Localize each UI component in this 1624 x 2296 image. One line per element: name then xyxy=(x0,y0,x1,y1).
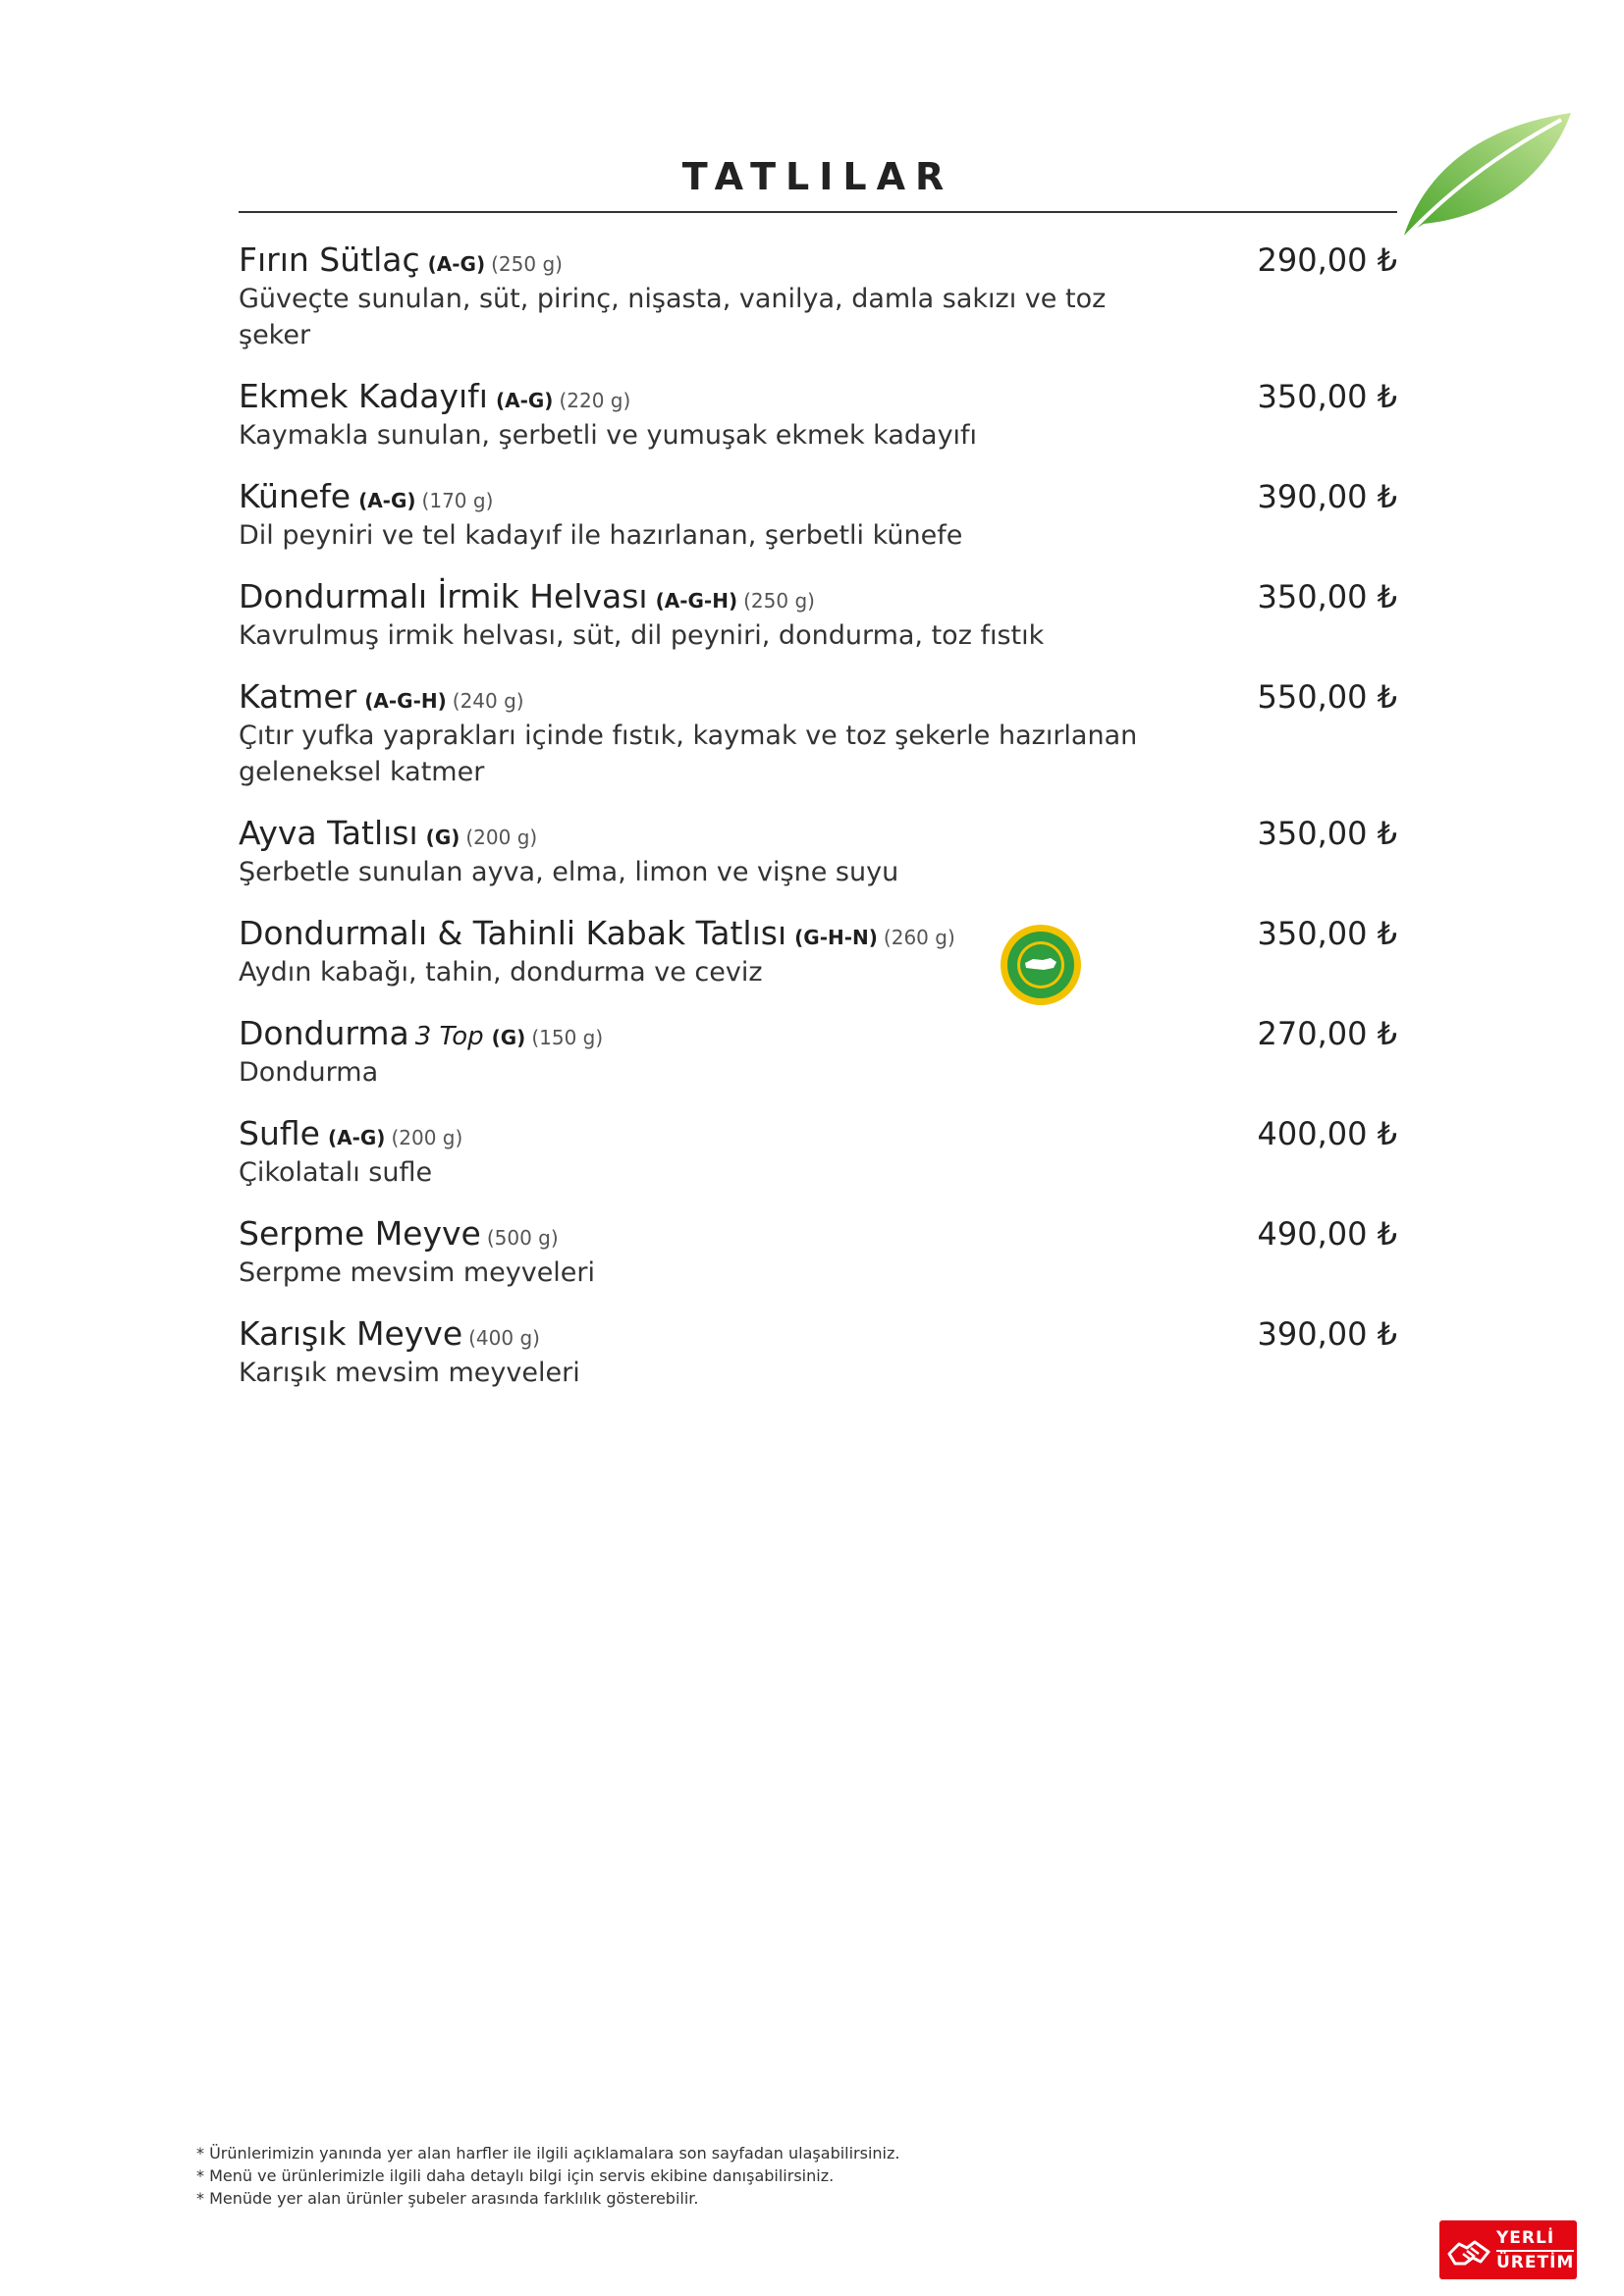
item-price: 390,00 ₺ xyxy=(1257,1315,1397,1353)
item-description: Serpme mevsim meyveleri xyxy=(239,1257,596,1288)
item-weight: (400 g) xyxy=(468,1326,540,1350)
item-description: Kavrulmuş irmik helvası, süt, dil peyniri, dondurma, toz fıstık xyxy=(239,620,1045,651)
item-price: 270,00 ₺ xyxy=(1257,1015,1397,1052)
menu-item xyxy=(239,477,1397,554)
item-price: 350,00 ₺ xyxy=(1257,378,1397,415)
item-description: Çikolatalı sufle xyxy=(239,1157,433,1188)
menu-item xyxy=(239,1014,1397,1091)
item-price: 350,00 ₺ xyxy=(1257,915,1397,952)
item-weight: (500 g) xyxy=(486,1226,559,1250)
item-name: Serpme Meyve xyxy=(239,1214,481,1253)
item-price: 350,00 ₺ xyxy=(1257,815,1397,852)
item-name: Dondurmalı & Tahinli Kabak Tatlısı xyxy=(239,914,787,952)
footnote: * Menü ve ürünlerimizle ilgili daha detaylı bilgi için servis ekibine danışabilirsiniz. xyxy=(196,2166,835,2185)
item-name-note: 3 Top xyxy=(414,1022,484,1051)
item-description: Güveçte sunulan, süt, pirinç, nişasta, vanilya, damla sakızı ve toz şeker xyxy=(239,284,1107,350)
item-price: 350,00 ₺ xyxy=(1257,578,1397,615)
item-description: Şerbetle sunulan ayva, elma, limon ve vişne suyu xyxy=(239,857,899,887)
menu-item xyxy=(239,240,1397,353)
item-allergens: (A-G) xyxy=(358,489,416,512)
item-price: 550,00 ₺ xyxy=(1257,678,1397,716)
item-allergens: (A-G-H) xyxy=(655,589,738,613)
item-description: Karışık mevsim meyveleri xyxy=(239,1358,580,1388)
item-description: Aydın kabağı, tahin, dondurma ve ceviz xyxy=(239,957,763,988)
menu-item xyxy=(239,1114,1397,1191)
item-weight: (250 g) xyxy=(491,252,563,276)
item-allergens: (G) xyxy=(491,1026,526,1049)
item-allergens: (G) xyxy=(425,826,460,849)
item-allergens: (G-H-N) xyxy=(794,926,878,949)
item-price: 490,00 ₺ xyxy=(1257,1215,1397,1253)
item-allergens: (A-G) xyxy=(495,389,554,412)
footnote: * Menüde yer alan ürünler şubeler arasında farklılık gösterebilir. xyxy=(196,2189,699,2208)
item-name: Fırın Sütlaç xyxy=(239,240,420,279)
badge-line2: ÜRETİM xyxy=(1496,2252,1575,2272)
yerli-uretim-badge xyxy=(1439,2220,1577,2279)
item-weight: (200 g) xyxy=(465,826,538,849)
item-weight: (240 g) xyxy=(452,689,524,713)
handshake-icon xyxy=(1443,2224,1494,2275)
item-name: Dondurmalı İrmik Helvası xyxy=(239,577,648,615)
item-description: Kaymakla sunulan, şerbetli ve yumuşak ekmek kadayıfı xyxy=(239,420,978,451)
item-name: Künefe xyxy=(239,477,352,515)
menu-item xyxy=(239,914,1397,990)
item-weight: (220 g) xyxy=(559,389,631,412)
menu-item xyxy=(239,1314,1397,1391)
leaf-icon xyxy=(1384,108,1581,245)
menu-item xyxy=(239,577,1397,654)
menu-item xyxy=(239,1214,1397,1291)
page-title: TATLILAR xyxy=(681,155,954,198)
item-price: 390,00 ₺ xyxy=(1257,478,1397,515)
footnotes xyxy=(196,2142,899,2210)
item-description: Dondurma xyxy=(239,1057,379,1088)
item-price: 400,00 ₺ xyxy=(1257,1115,1397,1152)
item-name: Ekmek Kadayıfı xyxy=(239,377,488,415)
item-name: Katmer xyxy=(239,677,357,716)
item-name: Sufle xyxy=(239,1114,320,1152)
item-name: Karışık Meyve xyxy=(239,1314,463,1353)
item-weight: (150 g) xyxy=(531,1026,604,1049)
title-divider xyxy=(239,211,1397,213)
item-weight: (260 g) xyxy=(883,926,955,949)
menu-item xyxy=(239,377,1397,454)
item-weight: (170 g) xyxy=(421,489,494,512)
item-description: Dil peyniri ve tel kadayıf ile hazırlanan, şerbetli künefe xyxy=(239,520,963,551)
item-price: 290,00 ₺ xyxy=(1257,241,1397,279)
geographical-indication-seal-icon xyxy=(1000,924,1082,1006)
menu-list xyxy=(239,240,1397,1415)
item-description: Çıtır yufka yaprakları içinde fıstık, kaymak ve toz şekerle hazırlanan geleneksel katmer xyxy=(239,721,1138,787)
item-weight: (250 g) xyxy=(743,589,815,613)
item-allergens: (A-G-H) xyxy=(364,689,447,713)
menu-item xyxy=(239,677,1397,790)
item-weight: (200 g) xyxy=(391,1126,463,1149)
item-allergens: (A-G) xyxy=(427,252,486,276)
menu-item xyxy=(239,814,1397,890)
footnote: * Ürünlerimizin yanında yer alan harfler ile ilgili açıklamalara son sayfadan ulaşabilirsiniz. xyxy=(196,2144,900,2163)
badge-line1: YERLİ xyxy=(1496,2227,1574,2252)
item-allergens: (A-G) xyxy=(327,1126,386,1149)
item-name: Dondurma xyxy=(239,1014,409,1052)
item-name: Ayva Tatlısı xyxy=(239,814,418,852)
